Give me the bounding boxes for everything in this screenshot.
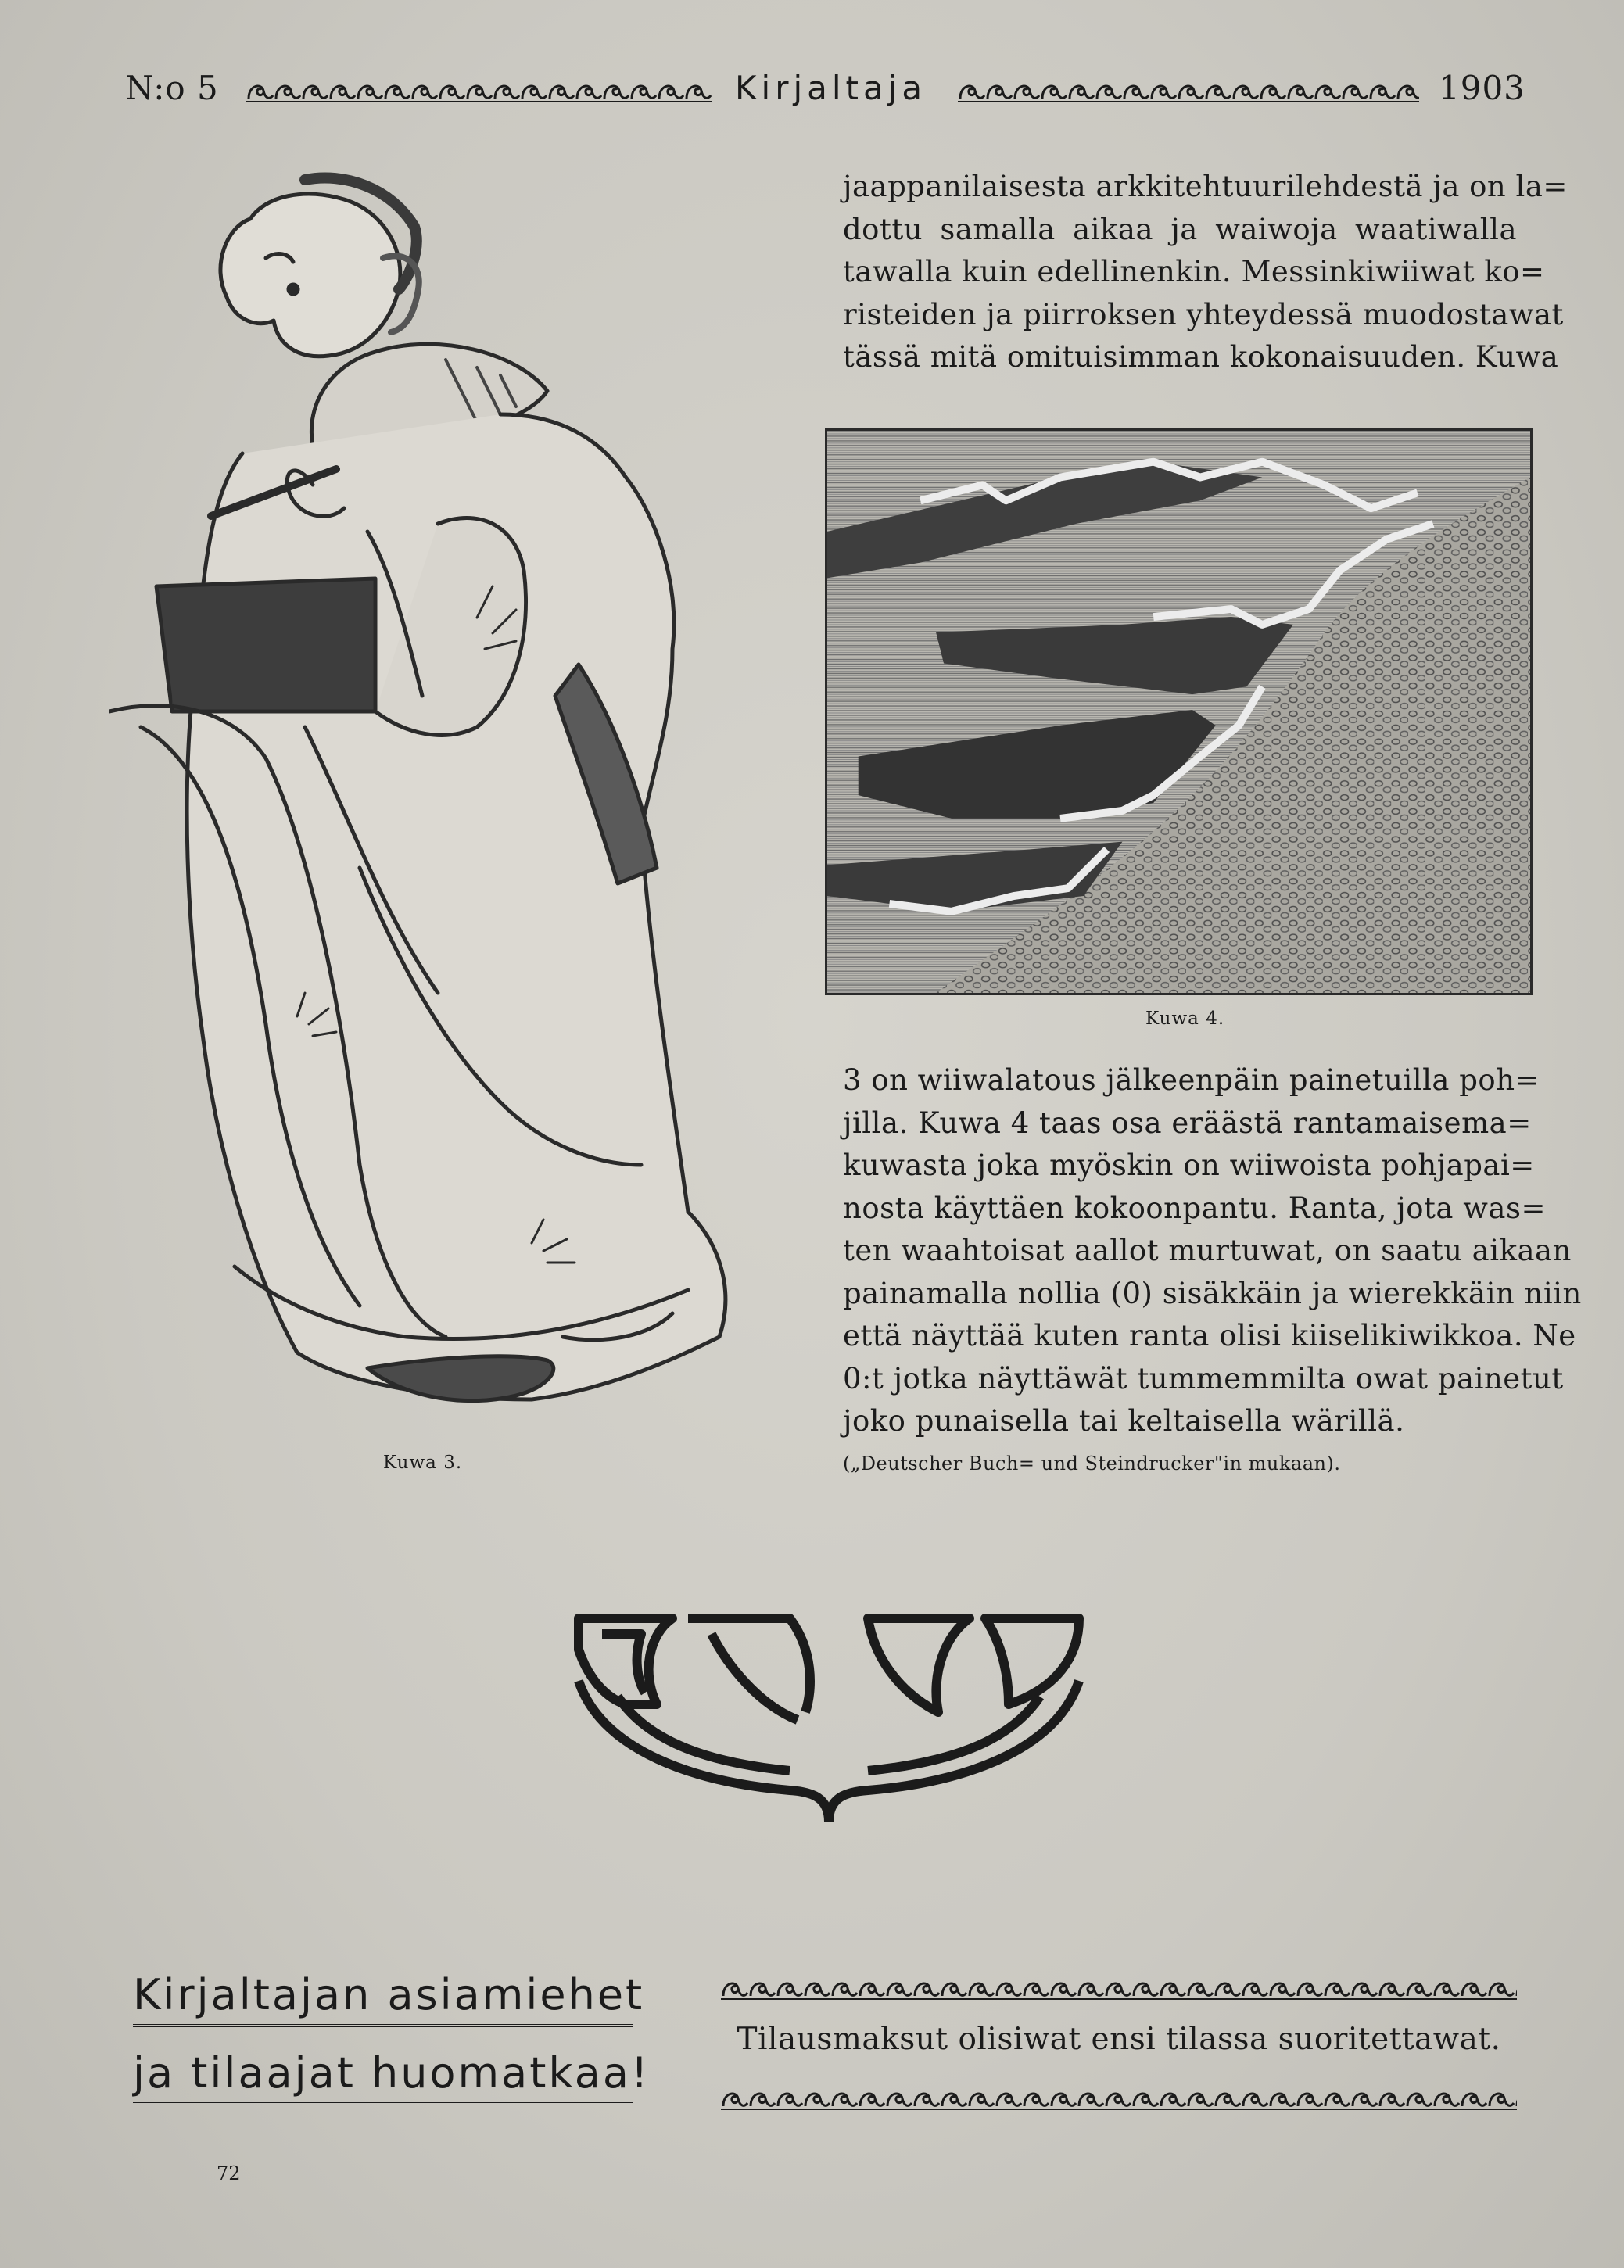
art-nouveau-vignette [571, 1603, 1087, 1829]
ad-heading-line2 [133, 2048, 651, 2105]
ad-line1: Kirjaltajan asiamiehet [133, 1970, 633, 2027]
ad-line2: ja tilaajat huomatkaa! [133, 2048, 633, 2105]
text-line: painamalla nollia (0) sisäkkäin ja wierekkäin niin [843, 1276, 1582, 1310]
text-block-bottom [843, 1059, 1582, 1443]
figure4-caption: Kuwa 4. [1145, 1009, 1225, 1029]
notice-border-bottom [721, 2086, 1517, 2112]
text-line: että näyttää kuten ranta olisi kiiselikiwikkoa. Ne [843, 1319, 1576, 1353]
header-ornament-right [958, 78, 1419, 105]
text-line: jilla. Kuwa 4 taas osa eräästä rantamaisema= [843, 1105, 1532, 1140]
text-line: tässä mitä omituisimman kokonaisuuden. Kuwa [843, 340, 1559, 374]
text-line: kuwasta joka myöskin on wiiwoista pohjapai= [843, 1148, 1535, 1182]
text-line: dottu samalla aikaa ja waiwoja waatiwalla [843, 212, 1517, 246]
issue-number: N:o 5 [125, 69, 219, 107]
text-line: ten waahtoisat aallot murtuwat, on saatu aikaan [843, 1234, 1572, 1267]
text-line: 0:t jotka näyttäwät tummemmilta owat painetut [843, 1361, 1564, 1396]
text-line: jaappanilaisesta arkkitehtuurilehdestä ja on la= [843, 170, 1568, 203]
shoreline-type-ornament-illustration [825, 428, 1533, 995]
japanese-figure-illustration [109, 164, 774, 1431]
journal-title: Kirjaltaja [735, 69, 927, 107]
text-line: nosta käyttäen kokoonpantu. Ranta, jota was= [843, 1191, 1546, 1225]
source-note: („Deutscher Buch= und Steindrucker"in mukaan). [843, 1453, 1341, 1474]
notice-border-top [721, 1976, 1517, 2002]
page-number: 72 [217, 2162, 241, 2184]
ad-heading-line1 [133, 1970, 645, 2027]
subscription-notice: Tilausmaksut olisiwat ensi tilassa suoritettawat. [737, 2022, 1501, 2057]
text-block-top [843, 166, 1568, 379]
header-ornament-left [246, 78, 712, 105]
figure3-caption: Kuwa 3. [383, 1453, 463, 1473]
text-line: risteiden ja piirroksen yhteydessä muodostawat [843, 297, 1564, 331]
text-line: 3 on wiiwalatous jälkeenpäin painetuilla poh= [843, 1063, 1540, 1097]
year: 1903 [1439, 69, 1525, 107]
text-line: tawalla kuin edellinenkin. Messinkiwiiwat ko= [843, 255, 1545, 288]
text-line: joko punaisella tai keltaisella wärillä. [843, 1404, 1405, 1438]
